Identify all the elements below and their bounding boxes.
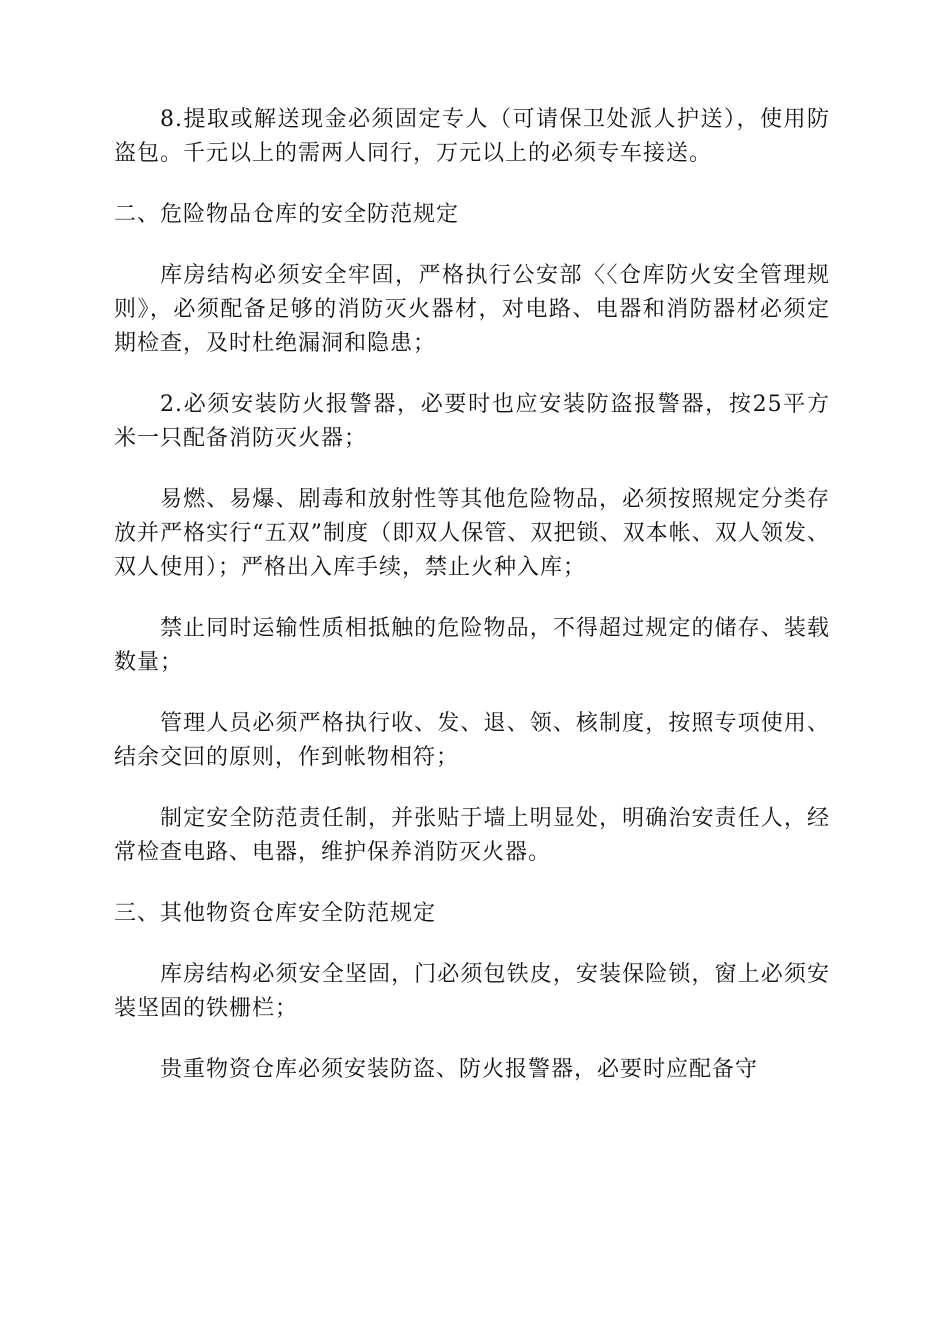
paragraph-valuables-warehouse: 贵重物资仓库必须安装防盗、防火报警器，必要时应配备守 [160,1057,759,1082]
section-heading-hazardous-warehouse: 二、危险物品仓库的安全防范规定 [114,202,460,227]
paragraph-transport-limits: 禁止同时运输性质相抵触的危险物品，不得超过规定的储存、装载数量； [114,616,830,675]
paragraph-responsibility-system: 制定安全防范责任制，并张贴于墙上明显处，明确治安责任人，经常检查电路、电器，维护保养消防灭火器。 [114,806,830,865]
section-heading-other-warehouse: 三、其他物资仓库安全防范规定 [114,901,437,926]
paragraph-fire-alarm: 2.必须安装防火报警器，必要时也应安装防盗报警器，按25平方米一只配备消防灭火器； [114,392,830,451]
paragraph-cash-transport: 8.提取或解送现金必须固定专人（可请保卫处派人护送），使用防盗包。千元以上的需两人同行，万元以上的必须专车接送。 [114,107,830,166]
paragraph-management-rules: 管理人员必须严格执行收、发、退、领、核制度，按照专项使用、结余交回的原则，作到帐物相符； [114,711,830,770]
paragraph-warehouse-doors: 库房结构必须安全坚固，门必须包铁皮，安装保险锁，窗上必须安装坚固的铁栅栏； [114,962,830,1021]
document-body [114,103,830,1114]
paragraph-hazardous-storage: 易燃、易爆、剧毒和放射性等其他危险物品，必须按照规定分类存放并严格实行“五双”制度（即双人保管、双把锁、双本帐、双人领发、双人使用）；严格出入库手续，禁止火种入库； [114,487,830,580]
paragraph-warehouse-structure: 库房结构必须安全牢固，严格执行公安部〈〈仓库防火安全管理规则》，必须配备足够的消防灭火器材，对电路、电器和消防器材必须定期检查，及时杜绝漏洞和隐患； [114,263,830,356]
